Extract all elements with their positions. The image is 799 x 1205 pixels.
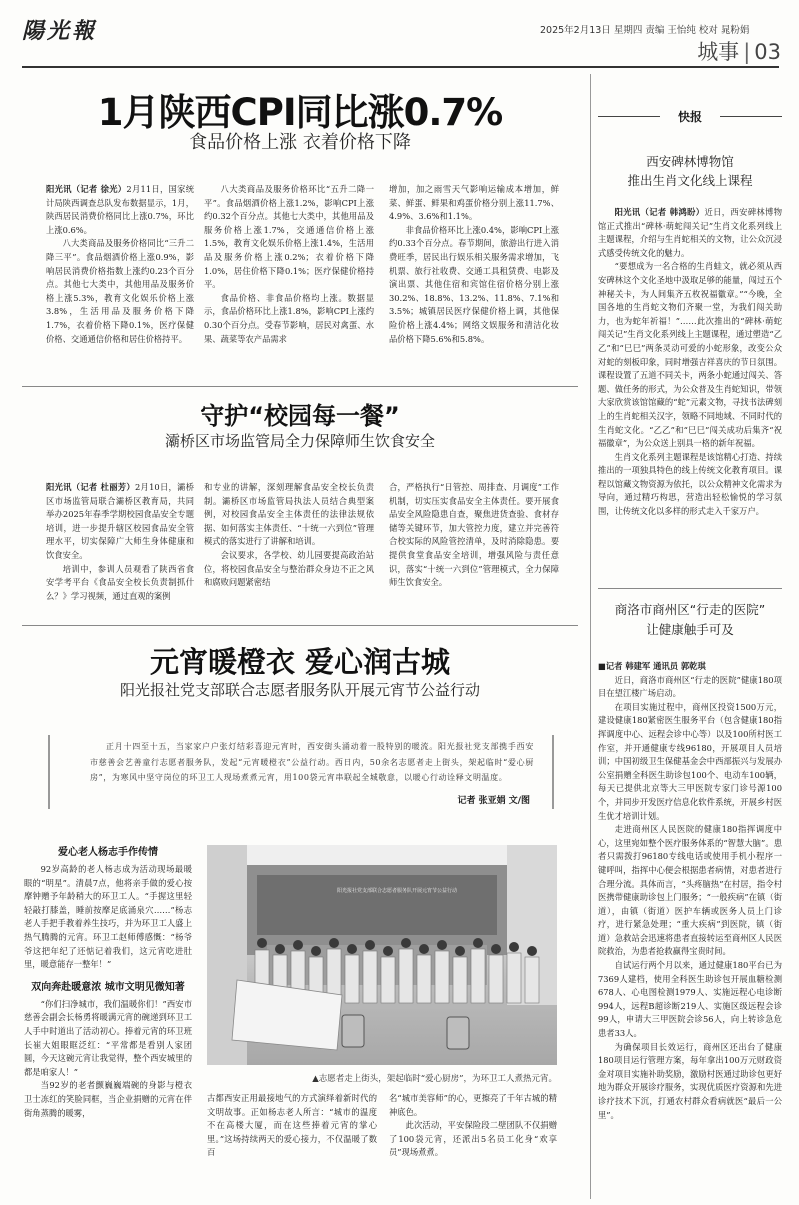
- side2-p1: 近日，商洛市商州区“行走的医院”健康180项目在望江楼广场启动。: [598, 674, 782, 699]
- masthead-logo: 陽光報: [22, 18, 98, 44]
- side2-byline: ■记者 韩建军 通讯员 郭乾琪: [598, 661, 706, 671]
- a1-p1: 阳光讯（记者 徐光）2月11日，国家统计局陕西调查总队发布数据显示，1月，陕西居民消费价格同比上涨0.7%，环比上涨0.6%。: [46, 184, 194, 235]
- side1-p3: 生肖文化系列主题课程是该馆精心打造、持续推出的一项独具特色的线上传统文化教育项目。课程以馆藏文物资源为依托，以公众精神文化需求为导向，通过精巧构思，营造出轻松愉悦的学习氛围，让传统文化以多样的形式走入千家万户。: [598, 451, 782, 517]
- a1-p3: 八大类商品及服务价格环比“五升二降一平”。食品烟酒价格上涨1.2%，影响CPI上涨约0.32个百分点。其他七大类中，其他用品及服务价格上涨1.7%，交通通信价格上涨1.5%，教育文化娱乐价格上涨1.4%，生活用品及服务价格上涨0.2%；衣着价格下降1.0%，居住价格下降0.1%；医疗保健价格持平。: [204, 184, 374, 290]
- page-number: 03: [754, 40, 781, 64]
- a3-sec1-title: 爱心老人杨志手作传情: [58, 847, 158, 858]
- side1-byline: 阳光讯（记者 韩鸿盼）: [614, 207, 705, 217]
- a3-photo: [207, 845, 557, 1065]
- side1-p2: “要想成为一名合格的生肖蛙文，就必须从西安碑林这个文化圣地中汲取足够的能量，闯过五个神秘关卡，为人间集齐五枚祝福徽章。”“今晚，全国各地的生肖蛇文物们齐聚一堂，为我们闯关助力，也为蛇年祈福！”……此次推出的“碑林·萌蛇闯关记”生肖文化系列线上主题课程，通过塑造“乙乙”和“巳巳”两条灵动可爱的小蛇形象，改变公众对蛇的刻板印象，同时增强吉祥喜庆的节日氛围。课程设置了五道不同关卡，两条小蛇通过闯关、答题、做任务的形式，为公众普及生肖蛇知识，带领大家欣赏该馆馆藏的“蛇”元素文物，寻找书法碑刻上的生肖蛇相关汉字，领略不同地域、不同时代的生肖蛇文化。“乙乙”和“巳巳”闯关成功后集齐“祝福徽章”，为公众送上别具一格的新年祝福。: [598, 261, 782, 449]
- a3-b3-p2: 此次活动，平安保险段二壁团队不仅捐赠了100袋元宵，还派出5名员工化身“欢享员”现场煮煮。: [389, 1120, 557, 1158]
- side2-title-1: 商洛市商州区“行走的医院”: [614, 602, 766, 617]
- a3-photo-caption: ▲志愿者走上街头，架起临时“爱心厨房”，为环卫工人煮热元宵。: [312, 1074, 557, 1084]
- a1-p5: 增加，加之雨雪天气影响运输成本增加，鲜菜、鲜蛋、鲜果和鸡蛋价格分别上涨11.7%、4.9%、3.6%和1.1%。: [389, 184, 559, 222]
- side1-label-row: [598, 108, 782, 124]
- a2-col1: [46, 481, 194, 613]
- side1-title-2: 推出生肖文化线上课程: [627, 173, 753, 188]
- a2-p2: 培训中，参训人员观看了陕西省食安学考平台《食品安全校长负责制抓什么？》学习视频，通过直观的案例: [46, 563, 194, 601]
- side2-p3: 走进商州区人民医院的健康180指挥调度中心，这里宛如整个医疗服务体系的“智慧大脑”。患者只需拨打96180专线电话或使用手机小程序一键呼叫，指挥中心便会根据患者病情，对患者进行合理分流。具体而言，“头疼脑热”在村居，指令村医携带健康助诊包上门服务；“一般疾病”在镇（街道），由镇（街道）医护车辆或医务人员上门诊疗，进行紧急处理；“重大疾病”到医院，镇（街道）急救站会迅速将患者直接转运至商州区人民医院救治，为患者抢救赢得宝贵时间。: [598, 824, 782, 957]
- a3-sec2-p1: “你们扫净城市，我们温暖你们！”西安市慈善会副会长杨勇将暖满元宵的碗递到环卫工人手中时道出了活动初心。捧着元宵的环卫班长崔大姐眼眶泛红：“平常都是看别人家团圆，今天这碗元宵让我觉得，整个西安城里的都是咱家人！”: [24, 998, 192, 1077]
- a2-col3: [389, 481, 559, 613]
- side1-p1: 阳光讯（记者 韩鸿盼）近日，西安碑林博物馆正式推出“碑林·萌蛇闯关记”生肖文化系列线上主题课程，介绍与生肖蛇相关的文物，让公众沉浸式感受传统文化的魅力。: [598, 207, 782, 258]
- side1-body: [598, 206, 782, 578]
- a3-summary-byline: 记者 张亚娟 文/图: [457, 796, 530, 806]
- a1-p6: 非食品价格环比上涨0.4%，影响CPI上涨约0.33个百分点。春节期间，旅游出行进入消费旺季，居民出行娱乐相关服务需求增加，飞机票、旅行社收费、交通工具租赁费、电影及演出票、其他住宿和宾馆住宿价格分别上涨30.2%、18.8%、13.2%、11.8%、7.1%和3.5%；城镇居民医疗保健价格上调，其他保险价格上涨4.4%；网络文娱服务和清洁化妆品价格下降5.6%和5.8%。: [389, 224, 559, 344]
- a3-photo-art: [207, 845, 557, 1065]
- a2-p3: 和专业的讲解，深刻理解食品安全校长负责制。灞桥区市场监管局执法人员结合典型案例，对校园食品安全主体责任的法律法规依据、如何落实主体责任、“十统一六到位”管理模式的落实进行了讲解和培训。: [204, 482, 374, 547]
- a2-subheadline: 灞桥区市场监管局全力保障师生饮食安全: [164, 432, 435, 450]
- section-label: 城事 | 03: [697, 40, 781, 64]
- a3-col-b2: [207, 1092, 377, 1198]
- section-name: 城事: [697, 40, 740, 64]
- a3-b3-p1: 名“城市美容师”的心，更擦亮了千年古城的精神底色。: [389, 1093, 557, 1117]
- a3-sec1-p: 92岁高龄的老人杨志成为活动现场最暖眼的“明星”。清晨7点，他将亲手做的爱心按摩钟赠予年龄稍大的环卫工人。“手握这里轻轻敲打膝盖，睡前按摩足底涌泉穴……”杨志老人手把手教着养生技巧，并为环卫工人盛上热气腾腾的元宵。环卫工赵师傅感慨：“杨爷爷这把年纪了还惦记着我们，这元宵吃进肚里，暖意能存一整年！”: [24, 864, 192, 970]
- a1-col1: [46, 183, 194, 378]
- a2-divider: [22, 625, 578, 626]
- a1-subheadline: 食品价格上涨 衣着价格下降: [189, 132, 411, 153]
- a1-byline: 阳光讯（记者 徐光）: [46, 184, 127, 194]
- sidebar-divider: [590, 74, 591, 1199]
- a3-summary-box: [48, 735, 554, 809]
- a3-photo-banner: 阳光报社党支部联合志愿者服务队开展元宵节公益行动: [336, 888, 457, 894]
- side-divider: [598, 588, 782, 589]
- side1-title-1: 西安碑林博物馆: [646, 154, 734, 169]
- a2-headline: 守护“校园每一餐”: [200, 402, 400, 430]
- a2-p1: 阳光讯（记者 杜丽芳）2月10日，灞桥区市场监管局联合灞桥区教育局，共同举办2025年春季学期校园食品安全专题培训，进一步提升辖区校园食品安全管理水平，切实保障广大师生身体健康和饮食安全。: [46, 482, 194, 560]
- side2-p5: 为确保项目长效运行，商州区还出台了健康180项目运行管理方案，每年拿出100万元财政资金对项目实施补助奖励，激励村医通过助诊包更好地为群众开展诊疗服务，实现优质医疗资源和先进诊疗技术下沉，打通农村群众看病就医“最后一公里”。: [598, 1041, 782, 1120]
- a2-p4: 会议要求，各学校、幼儿园要提高政治站位，将校园食品安全与整治群众身边不正之风和腐败问题紧密结: [204, 549, 374, 588]
- a3-col-left: [24, 843, 192, 1198]
- a1-headline: 1月陕西CPI同比涨0.7%: [97, 91, 503, 134]
- a3-subheadline: 阳光报社党支部联合志愿者服务队开展元宵节公益行动: [119, 681, 480, 699]
- side2-body: [598, 660, 782, 1200]
- a3-sec2-p2: 当92岁的老者颤巍巍端碗的身影与橙衣卫士冻红的笑脸同框，当企业捐赠的元宵在伴街角蒸腾的暖雾，: [24, 1080, 192, 1118]
- masthead-info: 2025年2月13日 星期四 责编 王怡纯 校对 晁粉娟: [540, 25, 750, 36]
- side2-title-2: 让健康触手可及: [646, 622, 734, 637]
- a1-col2: [204, 183, 374, 378]
- a2-byline: 阳光讯（记者 杜丽芳）: [46, 482, 135, 492]
- a1-col3: [389, 183, 559, 378]
- a3-b2-p: 古都西安正用最接地气的方式演绎着新时代的文明故事。正如杨志老人所言：“城市的温度不在高楼大厦，而在这些捧着元宵的掌心里。”这场持续两天的爱心接力，不仅温暖了数百: [207, 1093, 377, 1158]
- a3-col-b3: [389, 1092, 557, 1198]
- a2-p5: 合，严格执行“日管控、周排查、月调度”工作机制，切实压实食品安全主体责任。要开展食品安全风险隐患自查，聚焦进货查验、食材存储等关键环节，加大管控力度，建立并完善符合校实际的风险管控清单，及时消除隐患。要提供食堂食品安全培训，增强风险与责任意识，落实“十统一六到位”管理模式，全力保障师生饮食安全。: [389, 482, 559, 588]
- side2-p2: 在项目实施过程中，商州区投资1500万元，建设健康180紧密医生服务平台（包含健康180指挥调度中心、远程会诊中心等）以及100所村医工作室，并开通健康专线96180，开展项目人员培训；中国初级卫生保健基金会中西部振兴与发展办公室捐赠全科医生助诊包100个、电动车100辆，每天已提供北京等大三甲医院专家门诊号源100个，并同步开发医疗信息化软件系统，开展乡村医生优才培训计划。: [598, 701, 782, 821]
- a1-p2: 八大类商品及服务价格同比“三升二降三平”。食品烟酒价格上涨0.9%，影响居民消费价格指数上涨约0.23个百分点。其他七大类中，其他用品及服务价格上涨5.3%，教育文化娱乐价格上涨3.8%，生活用品及服务价格下降1.7%，衣着价格下降0.1%，医疗保健价格、交通通信价格和居住价格持平。: [46, 238, 194, 344]
- side1-label: 快报: [660, 108, 720, 125]
- side2-p4: 自试运行两个月以来，通过健康180平台已为7369人建档，使用全科医生助诊包开展血糖检测678人、心电图检测1979人、实施远程心电诊断994人，远程B超诊断219人、实施区级远程会诊99人，申请大三甲医院会诊56人，向上转诊急危患者33人。: [598, 960, 782, 1039]
- a1-divider: [22, 386, 578, 387]
- a3-summary: 正月十四至十五，当家家户户张灯结彩喜迎元宵时，西安街头涌动着一股特别的暖流。阳光报社党支部携手西安市慈善会艺善童行志愿者服务队，发起“元宵暖橙衣”公益行动。西日内，50余名志愿者走上街头，架起临时“爱心厨房”，为寒风中坚守岗位的环卫工人现场煮煮元宵，用100袋元宵串联起全城敬意，以暖心行动诠释文明温度。: [90, 742, 534, 782]
- a1-p4: 食品价格、非食品价格均上涨。数据显示，食品价格环比上涨1.8%，影响CPI上涨约0.30个百分点。受春节影响，居民对禽蛋、水果、蔬菜等农产品需求: [204, 292, 374, 344]
- a3-headline: 元宵暖橙衣 爱心润古城: [149, 645, 451, 679]
- a2-col2: [204, 481, 374, 613]
- masthead-divider: [22, 66, 779, 68]
- a3-sec2-title: 双向奔赴暖意浓 城市文明见微知著: [31, 981, 185, 993]
